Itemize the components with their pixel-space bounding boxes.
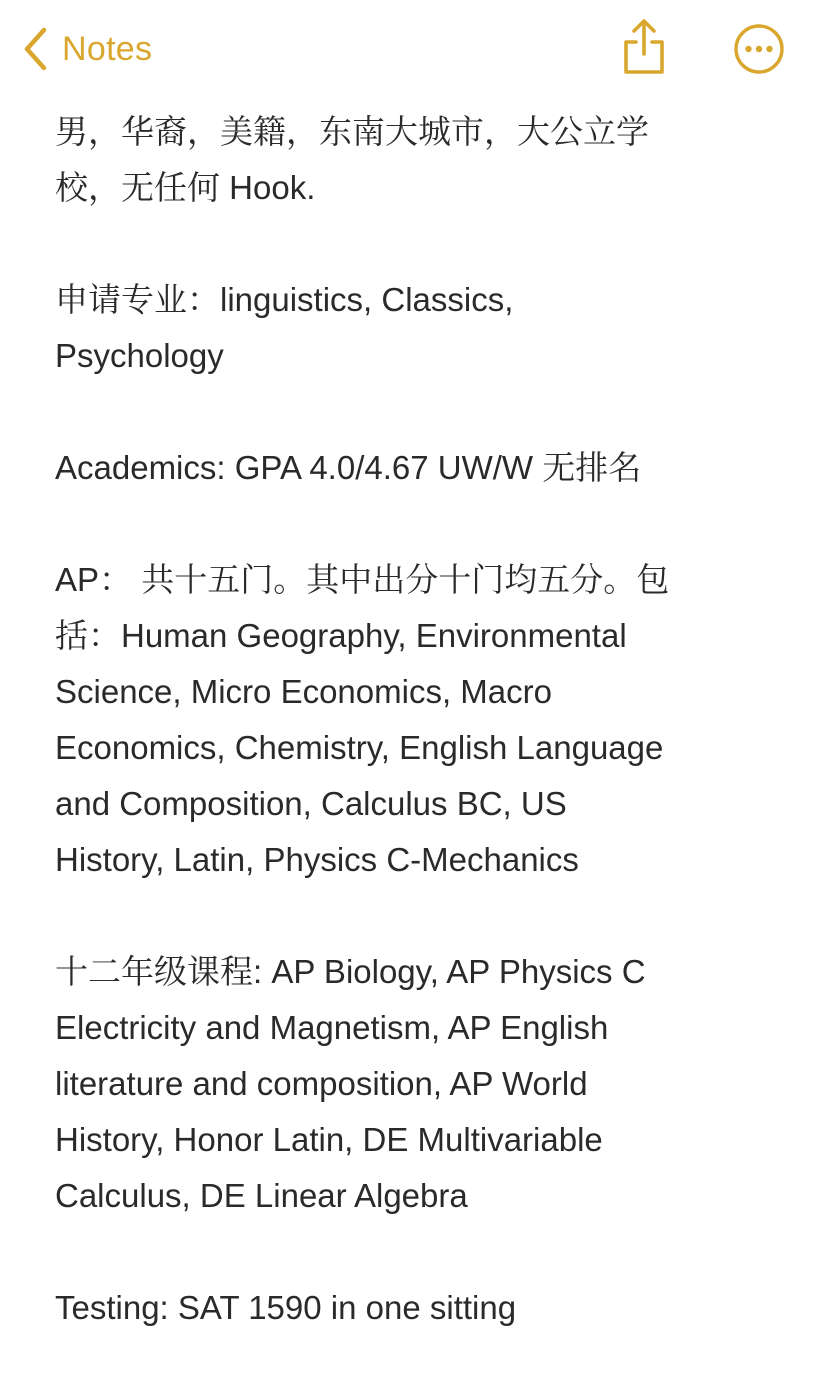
note-line: AP： 共十五门。其中出分十门均五分。包	[55, 561, 670, 598]
note-line: Calculus, DE Linear Algebra	[55, 1177, 468, 1214]
note-line: 男，华裔，美籍，东南大城市，大公立学	[55, 113, 649, 150]
note-line: History, Latin, Physics C-Mechanics	[55, 841, 579, 878]
note-line: Science, Micro Economics, Macro	[55, 673, 552, 710]
note-line: Academics: GPA 4.0/4.67 UW/W 无排名	[55, 449, 642, 486]
note-line: Testing: SAT 1590 in one sitting	[55, 1289, 517, 1326]
back-label: Notes	[62, 29, 153, 68]
blank-line	[55, 496, 785, 552]
chevron-left-icon	[22, 27, 48, 71]
note-line: Psychology	[55, 337, 224, 374]
ellipsis-circle-icon	[733, 62, 785, 79]
more-options-button[interactable]	[733, 23, 785, 75]
blank-line	[55, 1224, 785, 1280]
note-body[interactable]	[55, 104, 785, 1336]
share-icon	[618, 63, 670, 80]
note-line: 括：Human Geography, Environmental	[55, 617, 627, 654]
back-button[interactable]	[22, 24, 152, 74]
note-line: Economics, Chemistry, English Language	[55, 729, 664, 766]
note-line: literature and composition, AP World	[55, 1065, 588, 1102]
note-line: Electricity and Magnetism, AP English	[55, 1009, 609, 1046]
note-line: 申请专业：linguistics, Classics,	[55, 281, 514, 318]
note-line: 校，无任何 Hook.	[55, 169, 316, 206]
navigation-bar	[0, 0, 828, 100]
blank-line	[55, 888, 785, 944]
note-line: History, Honor Latin, DE Multivariable	[55, 1121, 603, 1158]
blank-line	[55, 216, 785, 272]
share-button[interactable]	[618, 18, 670, 76]
note-line: and Composition, Calculus BC, US	[55, 785, 567, 822]
blank-line	[55, 384, 785, 440]
note-line: 十二年级课程: AP Biology, AP Physics C	[55, 953, 646, 990]
